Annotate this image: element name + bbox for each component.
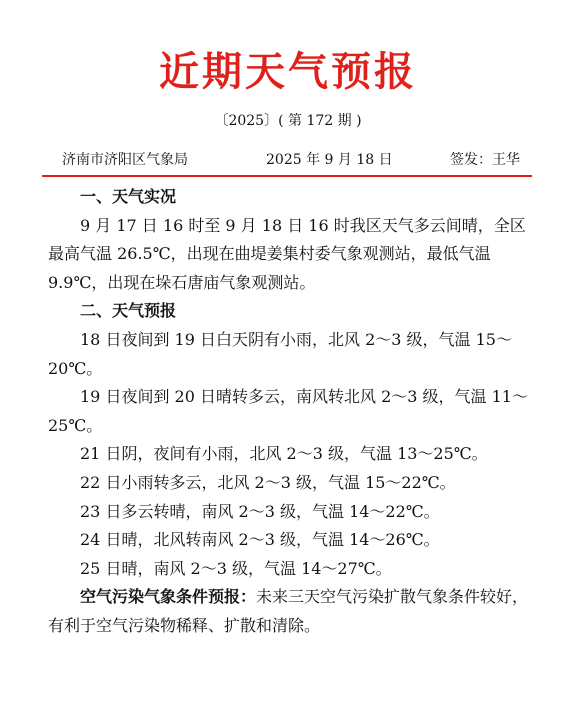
pollution-label: 空气污染气象条件预报： — [80, 587, 257, 607]
info-bar — [62, 149, 520, 171]
section-heading-observations: 一、天气实况 — [80, 187, 177, 206]
document-body — [48, 183, 534, 641]
forecast-item: 21 日阴，夜间有小雨，北风 2～3 级，气温 13～25℃。 — [80, 444, 488, 464]
signatory: 签发：王华 — [450, 152, 520, 168]
masthead-title: 近期天气预报 — [159, 48, 417, 95]
forecast-item: 18 日夜间到 19 日白天阴有小雨，北风 2～3 级，气温 15～20℃。 — [48, 329, 512, 378]
forecast-item: 23 日多云转晴，南风 2～3 级，气温 14～22℃。 — [80, 501, 440, 521]
forecast-item: 24 日晴，北风转南风 2～3 级，气温 14～26℃。 — [80, 530, 440, 550]
issue-number: 〔2025〕( 第 172 期 ) — [214, 113, 362, 129]
forecast-item: 25 日晴，南风 2～3 级，气温 14～27℃。 — [80, 558, 392, 578]
forecast-item: 19 日夜间到 20 日晴转多云，南风转北风 2～3 级，气温 11～25℃。 — [48, 387, 528, 435]
red-divider — [42, 175, 532, 177]
issuing-organization: 济南市济阳区气象局 — [62, 152, 188, 168]
forecast-item: 22 日小雨转多云，北风 2～3 级，气温 15～22℃。 — [80, 472, 456, 492]
observations-paragraph: 9 月 17 日 16 时至 9 月 18 日 16 时我区天气多云间晴，全区最高气温 26.5℃，出现在曲堤姜集村委气象观测站，最低气温 9.9℃，出现在垛石唐庙气象观测站。 — [48, 215, 526, 292]
section-heading-forecast: 二、天气预报 — [80, 301, 177, 321]
issue-date: 2025 年 9 月 18 日 — [266, 152, 393, 168]
pollution-text: 未来三天空气污染扩散气象条件较好，有利于空气污染物稀释、扩散和清除。 — [48, 587, 529, 635]
pollution-forecast — [48, 583, 534, 640]
